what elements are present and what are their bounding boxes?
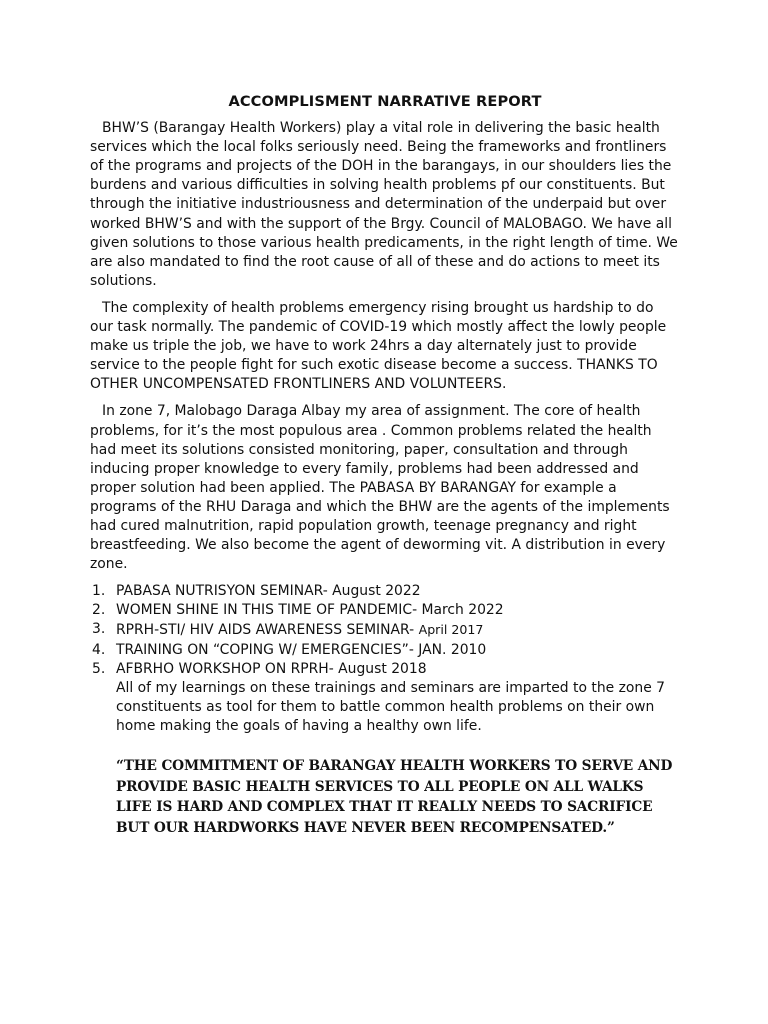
list-item-text: TRAINING ON “COPING W/ EMERGENCIES”- JAN. 2010 (116, 641, 487, 658)
paragraph-zone-7: In zone 7, Malobago Daraga Albay my area of assignment. The core of health problems, for it’s the most populous area . Common problems related the health had meet its solutions consisted monitoring, paper, consultation and through inducing proper knowledge to every family, problems had been addressed and proper solution had been applied. The PABASA BY BARANGAY for example a programs of the RHU Daraga and which the BHW are the agents of the implements had cured malnutrition, rapid population growth, teenage pregnancy and right breastfeeding. We also become the agent of deworming vit. A distribution in every zone. (90, 403, 670, 573)
trainings-list (90, 582, 680, 678)
list-item (90, 641, 680, 660)
list-item-text: RPRH-STI/ HIV AIDS AWARENESS SEMINAR- (116, 622, 419, 639)
list-item-date: April 2017 (418, 622, 484, 638)
closing-paragraph: All of my learnings on these trainings and seminars are imparted to the zone 7 constituents as tool for them to battle common health problems on their own home making the goals of having a healthy own life. (116, 679, 666, 734)
list-number: 4. (92, 641, 106, 658)
paragraph-pandemic: The complexity of health problems emergency rising brought us hardship to do our task normally. The pandemic of COVID-19 which mostly affect the lowly people make us triple the job, we have to work 24hrs a day alternately just to provide service to the people fight for such exotic disease become a success. THANKS TO OTHER UNCOMPENSATED FRONTLINERS AND VOLUNTEERS. (90, 299, 667, 393)
list-item-text: PABASA NUTRISYON SEMINAR- August 2022 (116, 583, 421, 600)
list-item (90, 601, 680, 620)
list-number: 2. (92, 602, 106, 619)
commitment-quote: “THE COMMITMENT OF BARANGAY HEALTH WORKERS TO SERVE AND PROVIDE BASIC HEALTH SERVICES TO ALL PEOPLE ON ALL WALKS LIFE IS HARD AND COMPLEX THAT IT REALLY NEEDS TO SACRIFICE BUT OUR HARDWORKS HAVE NEVER BEEN RECOMPENSATED.” (116, 758, 673, 836)
list-number: 1. (92, 583, 106, 600)
document-title: ACCOMPLISMENT NARRATIVE REPORT (228, 93, 542, 110)
list-item (90, 620, 680, 640)
list-number: 5. (92, 660, 106, 677)
list-item-text: AFBRHO WORKSHOP ON RPRH- August 2018 (116, 660, 427, 677)
paragraph-bhw-role: BHW’S (Barangay Health Workers) play a vital role in delivering the basic health services which the local folks seriously need. Being the frameworks and frontliners of the programs and projects of the DOH in the barangays, in our shoulders lies the burdens and various difficulties in solving health problems pf our constituents. But through the initiative industriousness and determination of the underpaid but over worked BHW’S and with the support of the Brgy. Council of MALOBAGO. We have all given solutions to those various health predicaments, in the right length of time. We are also mandated to find the root cause of all of these and do actions to meet its solutions. (90, 120, 678, 289)
list-item-text: WOMEN SHINE IN THIS TIME OF PANDEMIC- March 2022 (116, 602, 504, 619)
list-item (90, 660, 680, 679)
list-item (90, 582, 680, 601)
list-number: 3. (92, 621, 106, 638)
document-page (90, 90, 680, 838)
